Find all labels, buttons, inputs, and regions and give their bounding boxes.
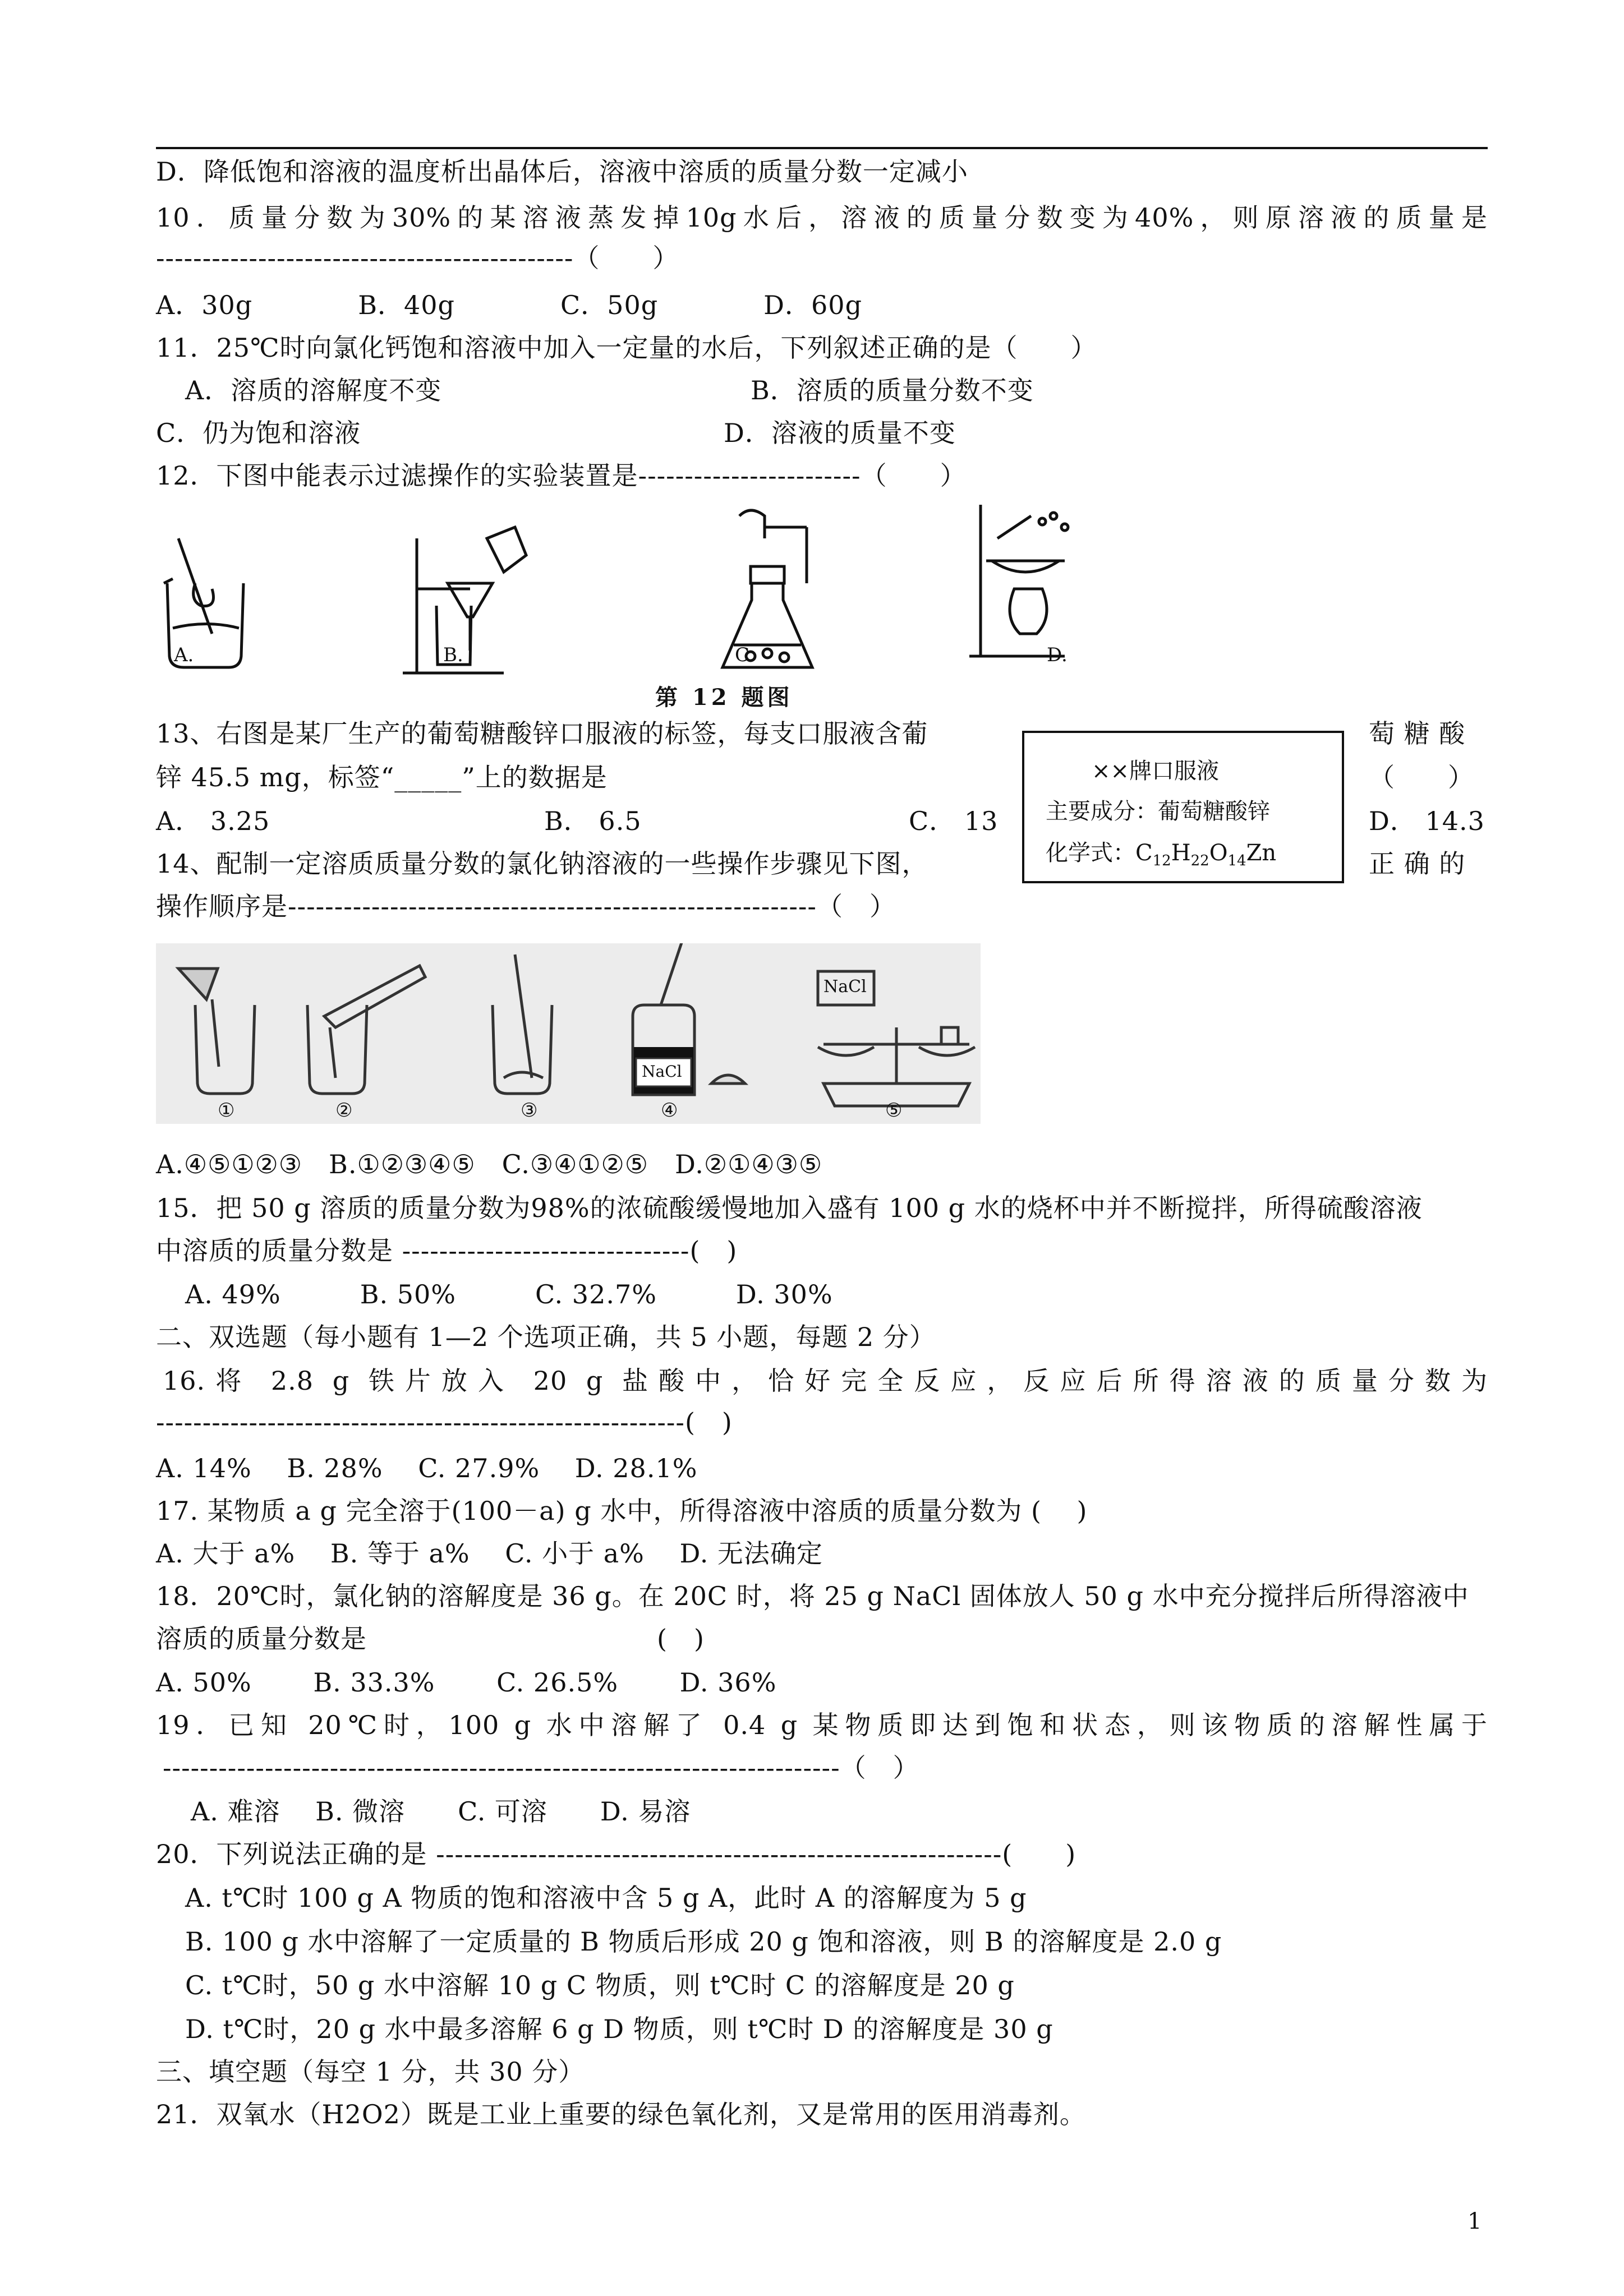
- q19-stem: 19．已知 20℃时，100 g 水中溶解了 0.4 g 某物质即达到饱和状态，则该物质的溶解性属于: [156, 1710, 1488, 1740]
- q10-options: A．30g B．40g C．50g D．60g: [156, 290, 863, 320]
- section-2-heading: 二、双选题（每小题有 1—2 个选项正确，共 5 小题，每题 2 分）: [156, 1322, 936, 1352]
- figure-12-apparatus: [156, 505, 1121, 718]
- q19-options: A. 难溶 B. 微溶 C. 可溶 D. 易溶: [191, 1796, 691, 1827]
- photo-num-5: ⑤: [885, 1099, 903, 1122]
- fig12-title: 第 12 题图: [655, 684, 793, 711]
- apparatus-b-filtration: [403, 527, 526, 673]
- q18-stem: 18．20℃时，氯化钠的溶解度是 36 g。在 20C 时，将 25 g NaCl 固体放人 50 g 水中充分搅拌后所得溶液中: [156, 1581, 1469, 1611]
- q11-stem: 11．25℃时向氯化钙饱和溶液中加入一定量的水后，下列叙述正确的是（ ）: [156, 333, 1097, 363]
- fig12-label-a: A.: [174, 644, 194, 666]
- q21-stem: 21．双氧水（H2O2）既是工业上重要的绿色氧化剂，又是常用的医用消毒剂。: [156, 2099, 1086, 2129]
- header-rule: [156, 147, 1488, 149]
- q20-option-b: B. 100 g 水中溶解了一定质量的 B 物质后形成 20 g 饱和溶液，则 B 的溶解度是 2.0 g: [185, 1926, 1222, 1957]
- q14-stem-line1-right: 正 确 的: [1369, 849, 1466, 879]
- label-title: ××牌口服液: [1092, 758, 1220, 784]
- photo-nacl-text-4: NaCl: [642, 1062, 682, 1081]
- label-ingredient: 主要成分：葡萄糖酸锌: [1046, 799, 1270, 824]
- q12-stem: 12．下图中能表示过滤操作的实验装置是------------------------（ ）: [156, 460, 967, 491]
- q13-paren: （ ）: [1369, 762, 1474, 792]
- q17-stem: 17. 某物质 a g 完全溶于(100－a) g 水中，所得溶液中溶质的质量分数为 ( ): [156, 1496, 1088, 1526]
- q15-options: A. 49% B. 50% C. 32.7% D. 30%: [185, 1279, 833, 1310]
- q15-stem-line2: 中溶质的质量分数是 -------------------------------( ): [156, 1235, 738, 1266]
- q17-options: A. 大于 a% B. 等于 a% C. 小于 a% D. 无法确定: [156, 1538, 823, 1569]
- fig12-label-d: D.: [1047, 644, 1068, 666]
- q10-dashes: ---------------------------------------------（ ）: [156, 243, 679, 273]
- q14-options: A.④⑤①②③ B.①②③④⑤ C.③④①②⑤ D.②①④③⑤: [156, 1149, 823, 1179]
- photo-nacl-text-5: NaCl: [823, 977, 867, 997]
- apparatus-d-evaporation: [969, 505, 1068, 656]
- fig12-label-b: B.: [443, 644, 463, 666]
- q11-option-d: D．溶液的质量不变: [724, 418, 956, 448]
- q16-options: A. 14% B. 28% C. 27.9% D. 28.1%: [156, 1453, 698, 1483]
- q11-option-a: A．溶质的溶解度不变: [185, 375, 442, 405]
- product-label-box: [1022, 731, 1344, 883]
- q13-option-c: C． 13: [909, 806, 999, 836]
- photo-num-4: ④: [661, 1099, 678, 1122]
- q20-option-d: D. t℃时，20 g 水中最多溶解 6 g D 物质，则 t℃时 D 的溶解度是 30 g: [185, 2014, 1053, 2044]
- q13-stem-line1: 13、右图是某厂生产的葡萄糖酸锌口服液的标签，每支口服液含葡: [156, 718, 928, 749]
- procedure-illustrations: [156, 943, 981, 1124]
- q13-option-a: A． 3.25: [156, 806, 270, 836]
- q14-stem-line2: 操作顺序是---------------------------------------------------------（ ）: [156, 891, 896, 921]
- q15-stem: 15．把 50 g 溶质的质量分数为98%的浓硫酸缓慢地加入盛有 100 g 水的烧杯中并不断搅拌，所得硫酸溶液: [156, 1193, 1423, 1223]
- section-3-heading: 三、填空题（每空 1 分，共 30 分）: [156, 2057, 585, 2087]
- q16-dashes: ---------------------------------------------------------( ): [156, 1407, 733, 1437]
- q14-stem-line1: 14、配制一定溶质质量分数的氯化钠溶液的一些操作步骤见下图，: [156, 849, 928, 879]
- q10-stem: 10．质量分数为30%的某溶液蒸发掉10g水后，溶液的质量分数变为40%，则原溶液的质量是: [156, 202, 1488, 233]
- page-number: 1: [1467, 2209, 1482, 2234]
- q13-stem-line2: 锌 45.5 mg，标签“_____”上的数据是: [156, 762, 608, 792]
- label-formula: 化学式：$C_{12}H_{22}O_{14}Zn$: [1046, 840, 1277, 869]
- q18-options: A. 50% B. 33.3% C. 26.5% D. 36%: [156, 1667, 777, 1698]
- q13-option-b: B． 6.5: [544, 806, 642, 836]
- q11-option-c: C．仍为饱和溶液: [156, 418, 361, 448]
- q13-stem-line1-right: 萄 糖 酸: [1369, 718, 1466, 749]
- q20-stem: 20．下列说法正确的是 -------------------------------------------------------------( ): [156, 1839, 1076, 1869]
- q9-option-d: D．降低饱和溶液的温度析出晶体后，溶液中溶质的质量分数一定减小: [156, 156, 968, 187]
- q14-procedure-photo: [156, 943, 981, 1124]
- q18-stem-line2: 溶质的质量分数是 ( ): [156, 1624, 705, 1654]
- photo-num-2: ②: [335, 1099, 353, 1122]
- photo-num-3: ③: [521, 1099, 538, 1122]
- q11-option-b: B．溶质的质量分数不变: [751, 375, 1034, 405]
- q16-stem: 16.将 2.8 g 铁片放入 20 g 盐酸中，恰好完全反应，反应后所得溶液的质量分数为: [163, 1366, 1488, 1396]
- photo-num-1: ①: [218, 1099, 235, 1122]
- q13-option-d: D． 14.3: [1369, 806, 1485, 836]
- q20-option-a: A. t℃时 100 g A 物质的饱和溶液中含 5 g A，此时 A 的溶解度为 5 g: [185, 1883, 1027, 1913]
- fig12-label-c: C.: [735, 644, 755, 666]
- q20-option-c: C. t℃时，50 g 水中溶解 10 g C 物质，则 t℃时 C 的溶解度是 20 g: [185, 1970, 1015, 2000]
- q19-dashes: -------------------------------------------------------------------------（ ）: [163, 1753, 919, 1783]
